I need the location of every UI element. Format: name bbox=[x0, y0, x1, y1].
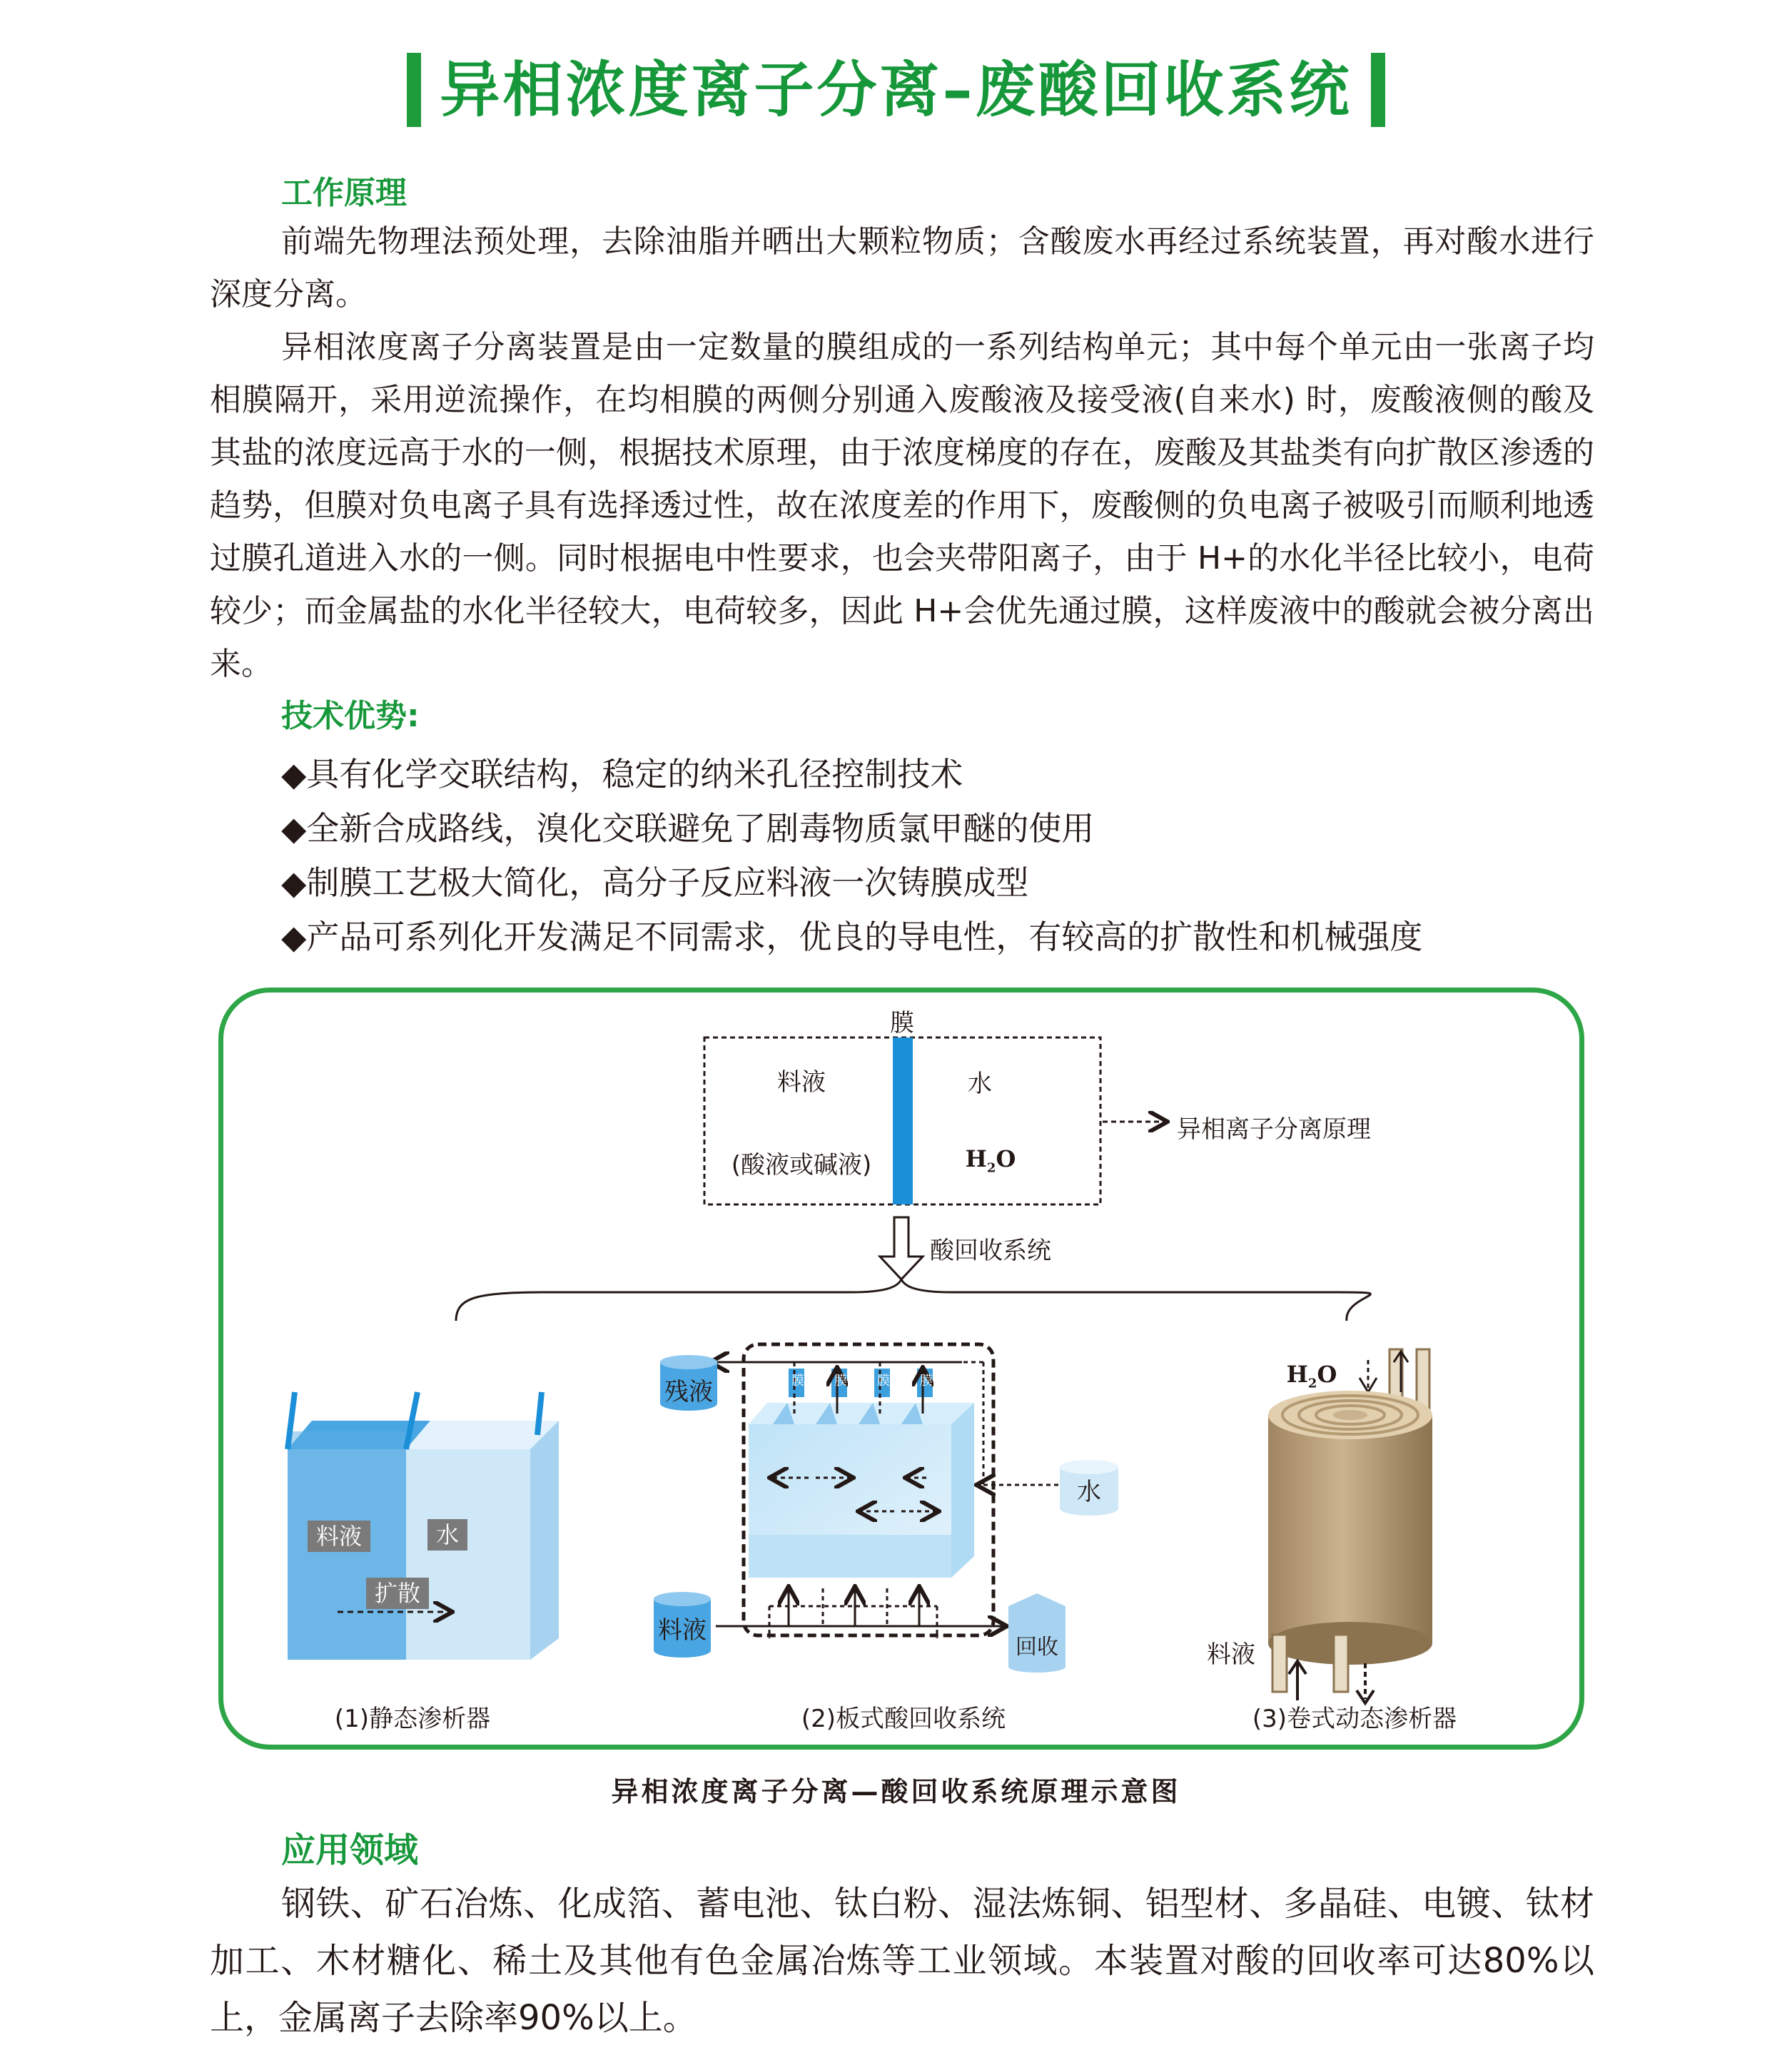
diagram-caption: 异相浓度离子分离—酸回收系统原理示意图 bbox=[611, 1776, 1181, 1807]
roll-dialyzer-caption: (3)卷式动态渗析器 bbox=[1252, 1705, 1457, 1733]
principle-link-label: 异相离子分离原理 bbox=[1177, 1115, 1371, 1144]
roll-feed-label: 料液 bbox=[1207, 1640, 1255, 1669]
roll-dialyzer bbox=[1268, 1349, 1432, 1703]
plate-membrane-label: 膜 bbox=[791, 1374, 804, 1389]
plate-water-label: 水 bbox=[1077, 1478, 1101, 1506]
plate-feed-label: 料液 bbox=[658, 1616, 707, 1645]
membrane-label: 膜 bbox=[890, 1009, 914, 1037]
application-paragraph: 钢铁、矿石冶炼、化成箔、蓄电池、钛白粉、湿法炼铜、铝型材、多晶硅、电镀、钛材加工、木材糖化、稀土及其他有色金属冶炼等工业领域。本装置对酸的回收率可达80%以上，金属离子去除率90%以上。 bbox=[210, 1884, 1594, 2038]
plate-membrane-label: 膜 bbox=[877, 1374, 890, 1389]
plate-membrane-label: 膜 bbox=[834, 1374, 847, 1389]
title-left-bar bbox=[407, 53, 421, 127]
down-arrow-icon bbox=[880, 1217, 923, 1279]
acid-or-base-label: (酸液或碱液) bbox=[731, 1151, 872, 1179]
plate-residue-label: 残液 bbox=[664, 1378, 713, 1406]
advantages-list bbox=[281, 747, 1422, 964]
membrane-bar bbox=[893, 1037, 913, 1204]
static-feed-tag: 料液 bbox=[308, 1521, 370, 1552]
principle-heading: 工作原理 bbox=[281, 175, 407, 211]
page-title: 异相浓度离子分离–废酸回收系统 bbox=[440, 55, 1352, 125]
title-right-bar bbox=[1371, 53, 1385, 127]
application-heading: 应用领域 bbox=[281, 1830, 419, 1870]
principle-paragraph-1: 前端先物理法预处理，去除油脂并晒出大颗粒物质；含酸废水再经过系统装置，再对酸水进行深度分离。 bbox=[210, 223, 1594, 313]
advantage-item: ◆制膜工艺极大简化，高分子反应料液一次铸膜成型 bbox=[281, 863, 1029, 902]
h2o-label: $H_2O$ bbox=[965, 1145, 1016, 1176]
recovery-system-label: 酸回收系统 bbox=[930, 1237, 1051, 1265]
brace bbox=[456, 1279, 1370, 1321]
principle-diagram bbox=[218, 988, 1584, 1750]
advantages-heading: 技术优势: bbox=[281, 698, 420, 734]
roll-h2o-label: $H_2O$ bbox=[1286, 1361, 1337, 1391]
feed-label: 料液 bbox=[777, 1068, 826, 1097]
water-label: 水 bbox=[968, 1070, 992, 1098]
static-diffuse-tag: 扩散 bbox=[366, 1578, 429, 1609]
plate-membrane-label: 膜 bbox=[920, 1374, 933, 1389]
principle-paragraph-2: 异相浓度离子分离装置是由一定数量的膜组成的一系列结构单元；其中每个单元由一张离子均相膜隔开，采用逆流操作，在均相膜的两侧分别通入废酸液及接受液(自来水) 时，废酸液侧的酸及其盐的浓度远高于水的一侧，根据技术原理，由于浓度梯度的存在，废酸及其盐类有向扩散区渗透的趋势，但膜对负电离子具有选择透过性，故在浓度差的作用下，废酸侧的负电离子被吸引而顺利地透过膜孔道进入水的一侧。同时根据电中性要求，也会夹带阳离子，由于 H+的水化半径比较小，电荷较少；而金属盐的水化半径较大，电荷较多，因此 H+会优先通过膜，这样废液中的酸就会被分离出来。 bbox=[210, 329, 1594, 682]
advantage-item: ◆全新合成路线，溴化交联避免了剧毒物质氯甲醚的使用 bbox=[281, 809, 1095, 848]
diagram-graphics bbox=[223, 993, 1579, 1745]
advantage-item: ◆产品可系列化开发满足不同需求，优良的导电性，有较高的扩散性和机械强度 bbox=[281, 918, 1423, 956]
page-title-block bbox=[0, 51, 1792, 128]
static-water-tag: 水 bbox=[427, 1519, 467, 1551]
plate-recover-label: 回收 bbox=[1016, 1635, 1058, 1660]
static-dialyzer-caption: (1)静态渗析器 bbox=[334, 1705, 491, 1733]
plate-system-caption: (2)板式酸回收系统 bbox=[801, 1705, 1006, 1733]
advantage-item: ◆具有化学交联结构，稳定的纳米孔径控制技术 bbox=[281, 755, 963, 793]
plate-system bbox=[654, 1344, 1118, 1673]
